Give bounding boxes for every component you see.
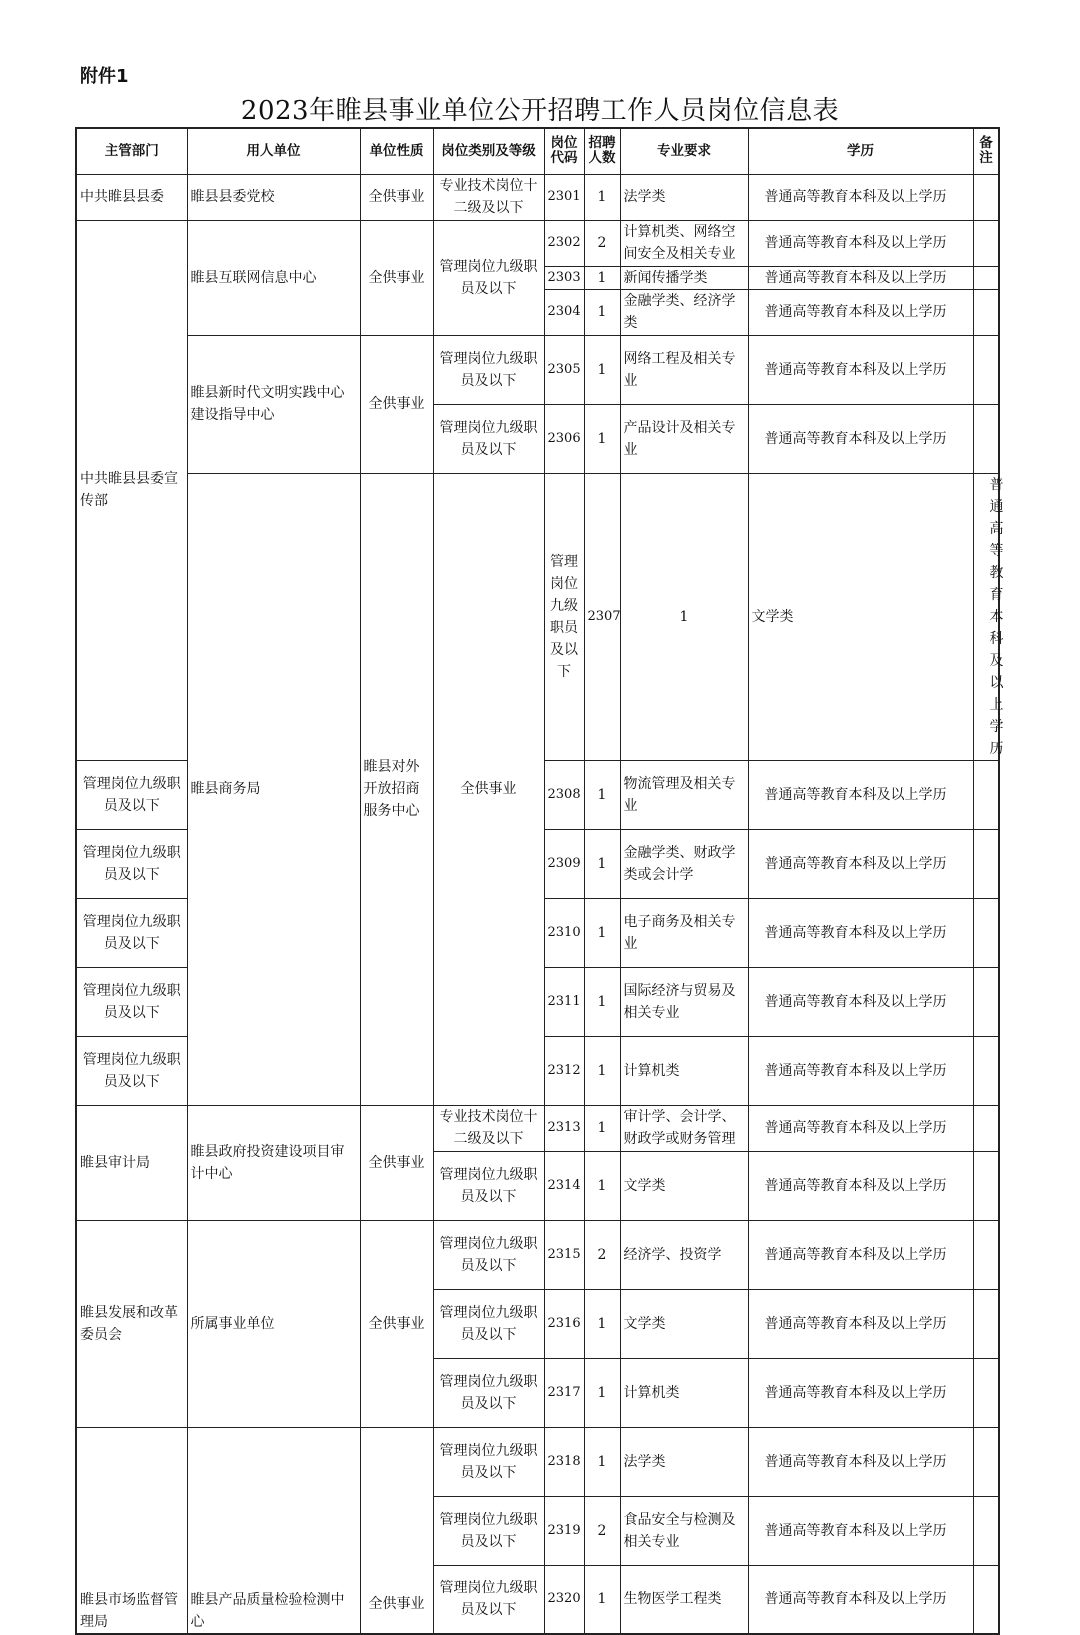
- unit-cell: 睢县产品质量检验检测中心: [187, 1427, 360, 1634]
- count-cell: 1: [584, 1151, 620, 1220]
- code-cell: 2309: [544, 829, 584, 898]
- major-cell: 文学类: [620, 1289, 748, 1358]
- category-cell: 管理岗位九级职员及以下: [433, 1427, 544, 1496]
- remark-cell: [973, 829, 999, 898]
- major-cell: 金融学类、经济学类: [620, 289, 748, 335]
- code-cell: 2315: [544, 1220, 584, 1289]
- header-count: 招聘人数: [584, 128, 620, 174]
- code-cell: 2307: [584, 473, 620, 760]
- header-dept: 主管部门: [76, 128, 187, 174]
- count-cell: 1: [584, 967, 620, 1036]
- header-row: [76, 128, 999, 174]
- header-major: 专业要求: [620, 128, 748, 174]
- remark-cell: [973, 1151, 999, 1220]
- count-cell: 1: [584, 1358, 620, 1427]
- remark-cell: [973, 898, 999, 967]
- category-cell: 管理岗位九级职员及以下: [433, 1151, 544, 1220]
- major-cell: 法学类: [620, 174, 748, 220]
- code-cell: 2301: [544, 174, 584, 220]
- remark-cell: [973, 335, 999, 404]
- edu-cell: 普通高等教育本科及以上学历: [748, 829, 973, 898]
- major-cell: 物流管理及相关专业: [620, 760, 748, 829]
- header-unit: 用人单位: [187, 128, 360, 174]
- count-cell: 1: [584, 335, 620, 404]
- count-cell: 1: [584, 404, 620, 473]
- count-cell: 1: [620, 473, 748, 760]
- nature-cell: 全供事业: [360, 1427, 433, 1634]
- code-cell: 2317: [544, 1358, 584, 1427]
- edu-cell: 普通高等教育本科及以上学历: [748, 174, 973, 220]
- code-cell: 2302: [544, 220, 584, 266]
- count-cell: 1: [584, 1105, 620, 1151]
- category-cell: 管理岗位九级职员及以下: [544, 473, 584, 760]
- code-cell: 2305: [544, 335, 584, 404]
- code-cell: 2310: [544, 898, 584, 967]
- table-row: [76, 335, 999, 404]
- major-cell: 文学类: [748, 473, 973, 760]
- table-row: [76, 473, 999, 760]
- table-row: [76, 1427, 999, 1496]
- remark-cell: [973, 1358, 999, 1427]
- count-cell: 1: [584, 289, 620, 335]
- table-row: [76, 1105, 999, 1151]
- table-row: [76, 174, 999, 220]
- count-cell: 2: [584, 1496, 620, 1565]
- major-cell: 计算机类: [620, 1036, 748, 1105]
- code-cell: 2320: [544, 1565, 584, 1634]
- category-cell: 管理岗位九级职员及以下: [76, 898, 187, 967]
- attachment-label: 附件1: [80, 66, 129, 87]
- dept-cell: 睢县商务局: [187, 473, 360, 1105]
- category-cell: 管理岗位九级职员及以下: [76, 1036, 187, 1105]
- edu-cell: 普通高等教育本科及以上学历: [748, 1427, 973, 1496]
- count-cell: 1: [584, 1427, 620, 1496]
- major-cell: 生物医学工程类: [620, 1565, 748, 1634]
- category-cell: 管理岗位九级职员及以下: [433, 1289, 544, 1358]
- dept-cell: 睢县审计局: [76, 1105, 187, 1220]
- dept-cell: 睢县市场监督管理局: [76, 1427, 187, 1634]
- remark-cell: [973, 404, 999, 473]
- code-cell: 2303: [544, 266, 584, 289]
- edu-cell: 普通高等教育本科及以上学历: [748, 1565, 973, 1634]
- edu-cell: 普通高等教育本科及以上学历: [748, 1289, 973, 1358]
- category-cell: 管理岗位九级职员及以下: [433, 404, 544, 473]
- edu-cell: 普通高等教育本科及以上学历: [748, 335, 973, 404]
- remark-cell: [973, 1427, 999, 1496]
- remark-cell: [973, 1289, 999, 1358]
- remark-cell: [973, 1496, 999, 1565]
- remark-cell: [973, 174, 999, 220]
- table-row: [76, 220, 999, 266]
- category-cell: 专业技术岗位十二级及以下: [433, 174, 544, 220]
- count-cell: 1: [584, 266, 620, 289]
- unit-cell: 睢县对外开放招商服务中心: [360, 473, 433, 1105]
- edu-cell: 普通高等教育本科及以上学历: [748, 1220, 973, 1289]
- unit-cell: 所属事业单位: [187, 1220, 360, 1427]
- count-cell: 1: [584, 1565, 620, 1634]
- category-cell: 管理岗位九级职员及以下: [433, 335, 544, 404]
- code-cell: 2308: [544, 760, 584, 829]
- major-cell: 法学类: [620, 1427, 748, 1496]
- edu-cell: 普通高等教育本科及以上学历: [748, 1105, 973, 1151]
- nature-cell: 全供事业: [360, 335, 433, 473]
- category-cell: 管理岗位九级职员及以下: [433, 220, 544, 335]
- count-cell: 1: [584, 898, 620, 967]
- major-cell: 新闻传播学类: [620, 266, 748, 289]
- nature-cell: 全供事业: [360, 174, 433, 220]
- unit-cell: 睢县互联网信息中心: [187, 220, 360, 335]
- edu-cell: 普通高等教育本科及以上学历: [748, 1151, 973, 1220]
- remark-cell: [973, 967, 999, 1036]
- category-cell: 管理岗位九级职员及以下: [433, 1565, 544, 1634]
- category-cell: 管理岗位九级职员及以下: [433, 1496, 544, 1565]
- nature-cell: 全供事业: [360, 220, 433, 335]
- edu-cell: 普通高等教育本科及以上学历: [748, 289, 973, 335]
- edu-cell: 普通高等教育本科及以上学历: [973, 473, 999, 760]
- header-nature: 单位性质: [360, 128, 433, 174]
- remark-cell: [973, 266, 999, 289]
- header-code: 岗位代码: [544, 128, 584, 174]
- nature-cell: 全供事业: [433, 473, 544, 1105]
- count-cell: 2: [584, 220, 620, 266]
- count-cell: 1: [584, 760, 620, 829]
- edu-cell: 普通高等教育本科及以上学历: [748, 760, 973, 829]
- count-cell: 1: [584, 174, 620, 220]
- nature-cell: 全供事业: [360, 1220, 433, 1427]
- edu-cell: 普通高等教育本科及以上学历: [748, 967, 973, 1036]
- code-cell: 2312: [544, 1036, 584, 1105]
- major-cell: 计算机类: [620, 1358, 748, 1427]
- dept-cell: 中共睢县县委宣传部: [76, 220, 187, 760]
- code-cell: 2304: [544, 289, 584, 335]
- major-cell: 电子商务及相关专业: [620, 898, 748, 967]
- count-cell: 1: [584, 1036, 620, 1105]
- edu-cell: 普通高等教育本科及以上学历: [748, 266, 973, 289]
- unit-cell: 睢县县委党校: [187, 174, 360, 220]
- category-cell: 专业技术岗位十二级及以下: [433, 1105, 544, 1151]
- code-cell: 2313: [544, 1105, 584, 1151]
- edu-cell: 普通高等教育本科及以上学历: [748, 1358, 973, 1427]
- count-cell: 2: [584, 1220, 620, 1289]
- major-cell: 文学类: [620, 1151, 748, 1220]
- header-remark: 备注: [973, 128, 999, 174]
- code-cell: 2316: [544, 1289, 584, 1358]
- count-cell: 1: [584, 1289, 620, 1358]
- remark-cell: [973, 760, 999, 829]
- edu-cell: 普通高等教育本科及以上学历: [748, 220, 973, 266]
- edu-cell: 普通高等教育本科及以上学历: [748, 898, 973, 967]
- count-cell: 1: [584, 829, 620, 898]
- header-edu: 学历: [748, 128, 973, 174]
- major-cell: 产品设计及相关专业: [620, 404, 748, 473]
- category-cell: 管理岗位九级职员及以下: [76, 760, 187, 829]
- remark-cell: [973, 289, 999, 335]
- code-cell: 2314: [544, 1151, 584, 1220]
- edu-cell: 普通高等教育本科及以上学历: [748, 404, 973, 473]
- code-cell: 2311: [544, 967, 584, 1036]
- category-cell: 管理岗位九级职员及以下: [76, 967, 187, 1036]
- remark-cell: [973, 220, 999, 266]
- nature-cell: 全供事业: [360, 1105, 433, 1220]
- code-cell: 2306: [544, 404, 584, 473]
- remark-cell: [973, 1036, 999, 1105]
- remark-cell: [973, 1105, 999, 1151]
- unit-cell: 睢县政府投资建设项目审计中心: [187, 1105, 360, 1220]
- page-title: 2023年睢县事业单位公开招聘工作人员岗位信息表: [240, 96, 840, 126]
- position-table-container: [75, 127, 1004, 1630]
- major-cell: 经济学、投资学: [620, 1220, 748, 1289]
- table-row: [76, 1220, 999, 1289]
- code-cell: 2319: [544, 1496, 584, 1565]
- category-cell: 管理岗位九级职员及以下: [76, 829, 187, 898]
- edu-cell: 普通高等教育本科及以上学历: [748, 1036, 973, 1105]
- major-cell: 计算机类、网络空间安全及相关专业: [620, 220, 748, 266]
- header-category: 岗位类别及等级: [433, 128, 544, 174]
- remark-cell: [973, 1220, 999, 1289]
- dept-cell: 中共睢县县委: [76, 174, 187, 220]
- code-cell: 2318: [544, 1427, 584, 1496]
- unit-cell: 睢县新时代文明实践中心建设指导中心: [187, 335, 360, 473]
- major-cell: 审计学、会计学、财政学或财务管理: [620, 1105, 748, 1151]
- edu-cell: 普通高等教育本科及以上学历: [748, 1496, 973, 1565]
- category-cell: 管理岗位九级职员及以下: [433, 1220, 544, 1289]
- major-cell: 食品安全与检测及相关专业: [620, 1496, 748, 1565]
- category-cell: 管理岗位九级职员及以下: [433, 1358, 544, 1427]
- major-cell: 金融学类、财政学类或会计学: [620, 829, 748, 898]
- dept-cell: 睢县发展和改革委员会: [76, 1220, 187, 1427]
- position-table: [75, 127, 1004, 1635]
- major-cell: 网络工程及相关专业: [620, 335, 748, 404]
- remark-cell: [973, 1565, 999, 1634]
- major-cell: 国际经济与贸易及相关专业: [620, 967, 748, 1036]
